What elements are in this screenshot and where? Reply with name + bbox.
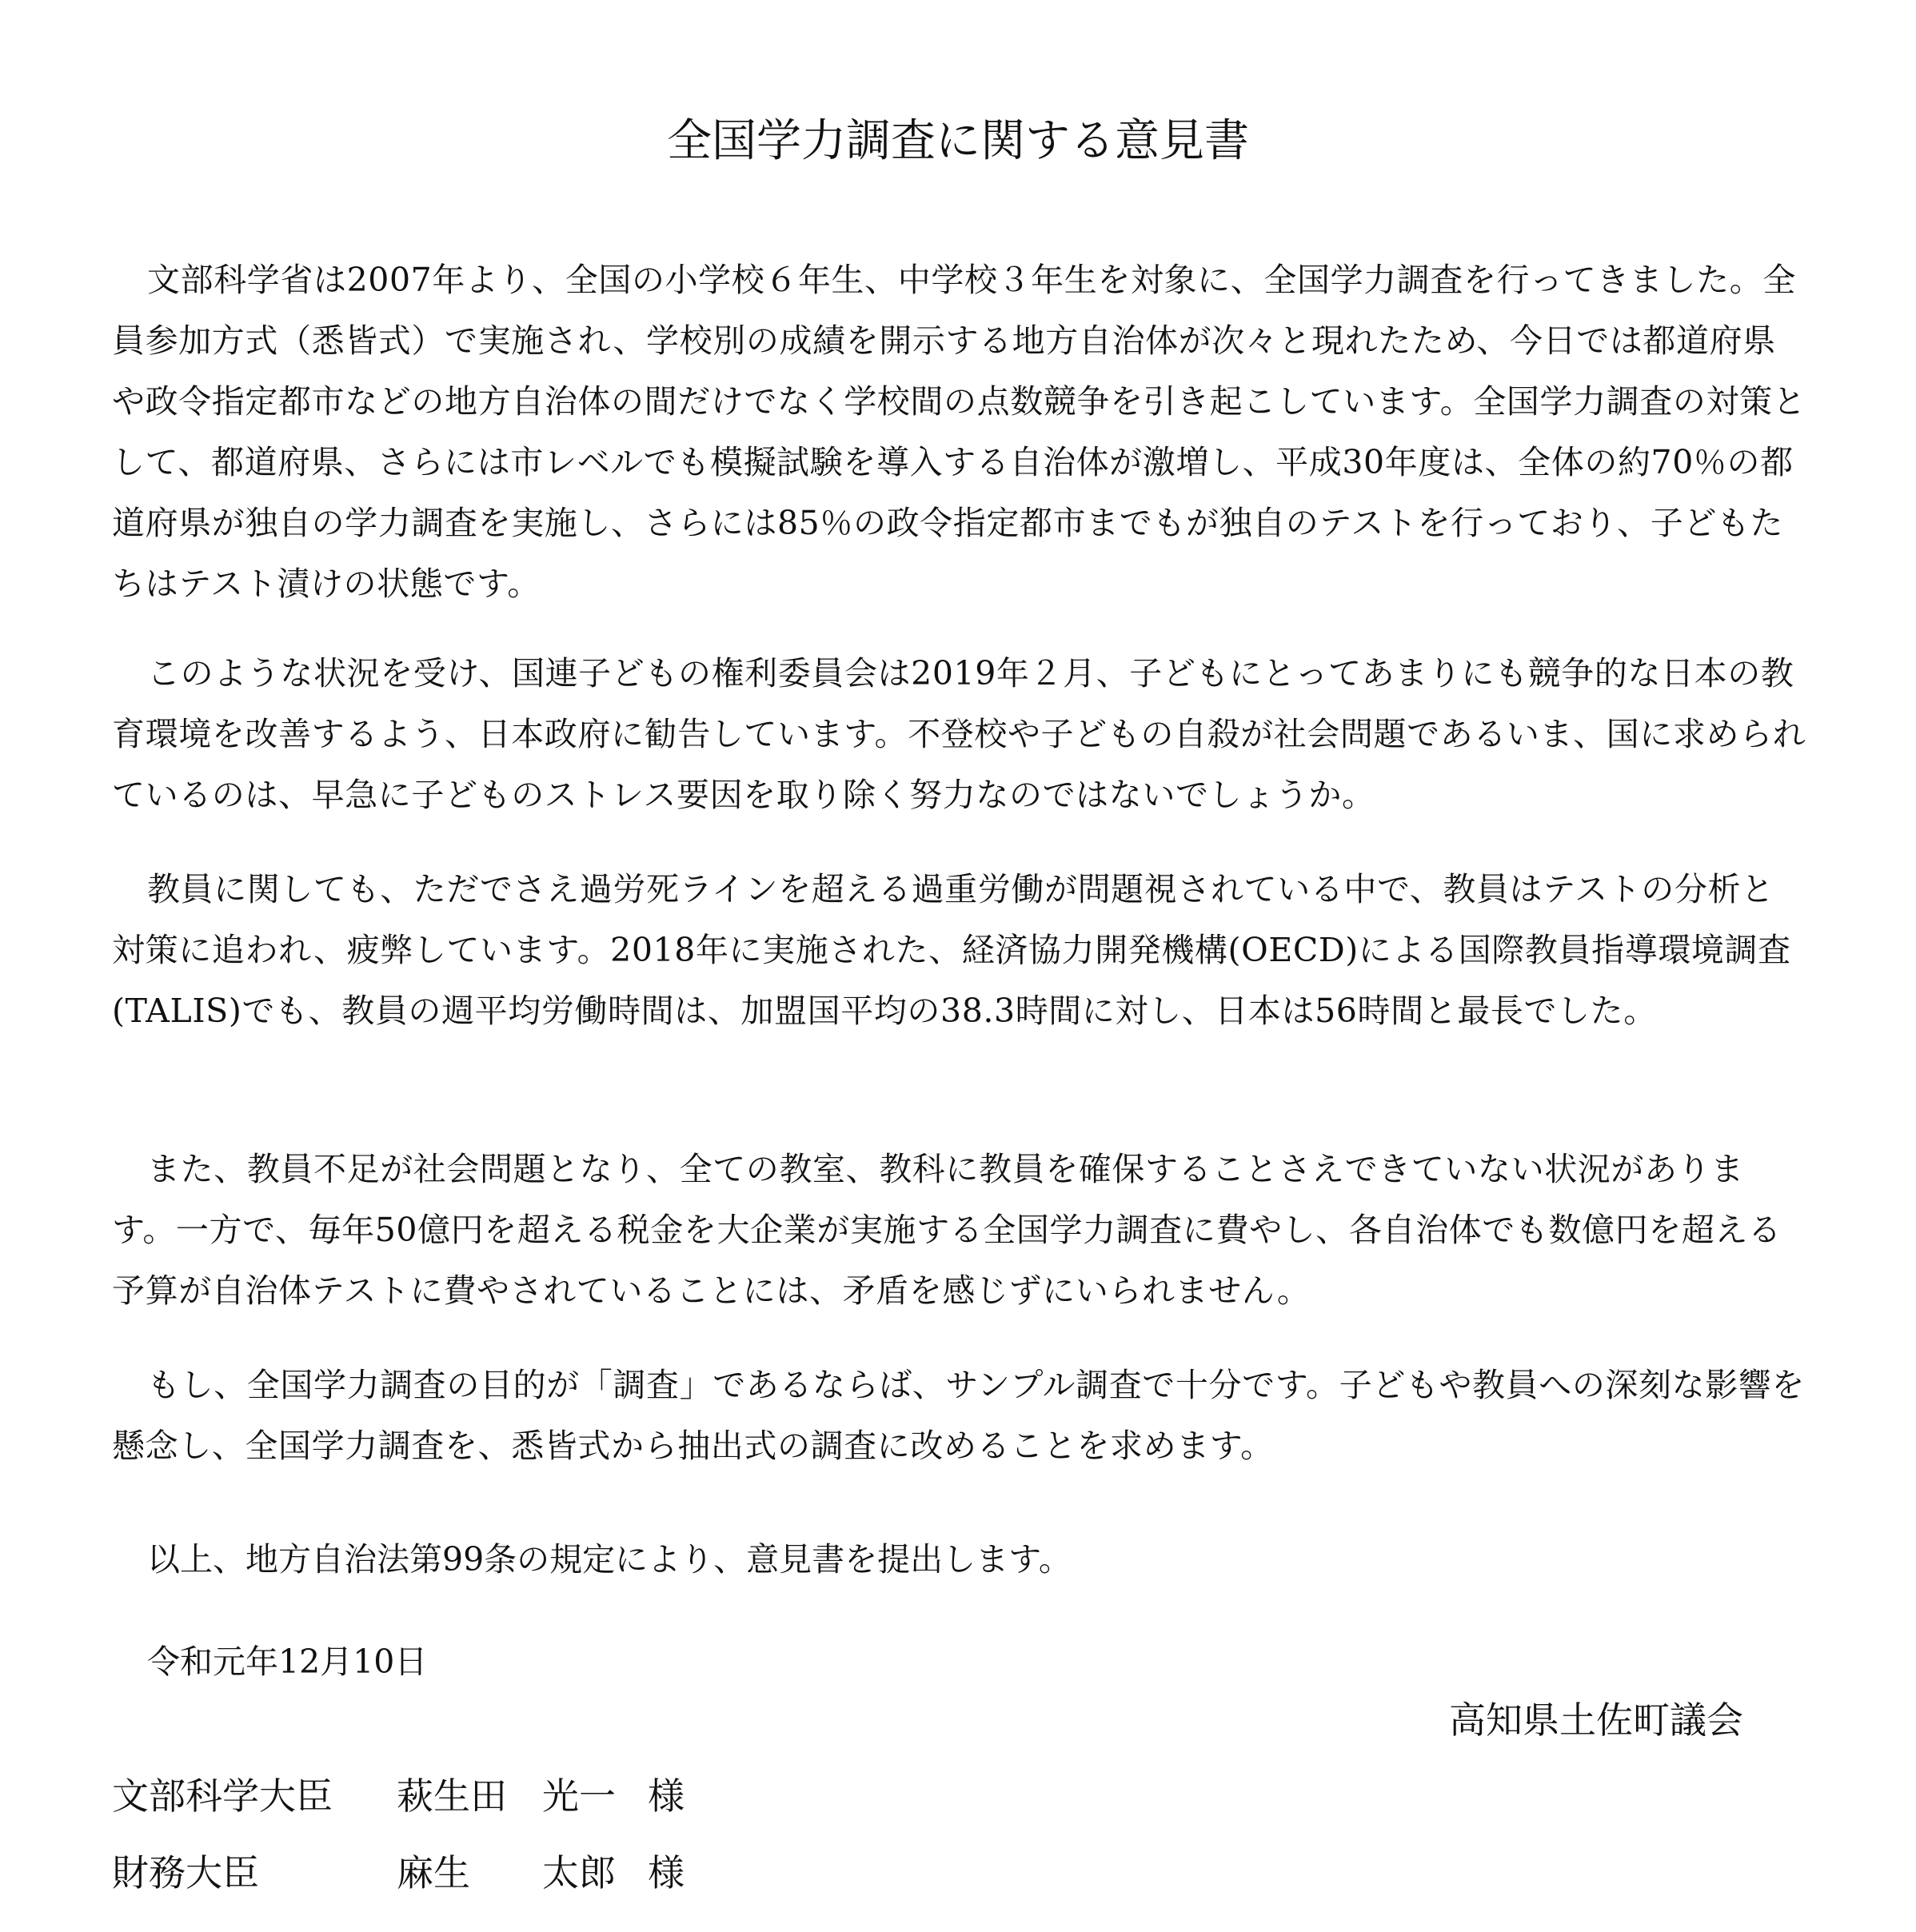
document-date: 令和元年12月10日	[147, 1643, 428, 1681]
recipient-given-name: 太郎	[542, 1851, 616, 1894]
paragraph-un-recommendation: このような状況を受け、国連子どもの権利委員会は2019年２月、子どもにとってあまりにも競争的な日本の教育環境を改善するよう、日本政府に勧告しています。不登校や子どもの自殺が社会問題であるいま、国に求められているのは、早急に子どものストレス要因を取り除く努力なのではないでしょうか。	[112, 654, 1806, 814]
paragraph-teacher-workload: 教員に関しても、ただでさえ過労死ラインを超える過重労働が問題視されている中で、教員はテストの分析と対策に追われ、疲弊しています。2018年に実施された、経済協力開発機構(OECD)による国際教員指導環境調査(TALIS)でも、教員の週平均労働時間は、加盟国平均の38.3時間に対し、日本は56時間と最長でした。	[112, 870, 1791, 1030]
recipient-title: 財務大臣	[112, 1851, 259, 1894]
council-name: 高知県土佐町議会	[1449, 1698, 1743, 1742]
closing-statement: 以上、地方自治法第99条の規定により、意見書を提出します。	[147, 1540, 1072, 1579]
recipient-family-name: 麻生	[397, 1851, 470, 1894]
recipient-given-name: 光一	[542, 1774, 616, 1818]
paragraph-request: もし、全国学力調査の目的が「調査」であるならば、サンプル調査で十分です。子どもや教員への深刻な影響を懸念し、全国学力調査を、悉皆式から抽出式の調査に改めることを求めます。	[112, 1366, 1806, 1465]
document-title: 全国学力調査に関する意見書	[667, 115, 1249, 167]
recipient-family-name: 萩生田	[397, 1774, 507, 1818]
recipient-title: 文部科学大臣	[112, 1774, 333, 1818]
paragraph-testing-background: 文部科学省は2007年より、全国の小学校６年生、中学校３年生を対象に、全国学力調査を行ってきました。全員参加方式（悉皆式）で実施され、学校別の成績を開示する地方自治体が次々と現れたため、今日では都道府県や政令指定都市などの地方自治体の間だけでなく学校間の点数競争を引き起こしています。全国学力調査の対策として、都道府県、さらには市レベルでも模擬試験を導入する自治体が激増し、平成30年度は、全体の約70％の都道府県が独自の学力調査を実施し、さらには85％の政令指定都市までもが独自のテストを行っており、子どもたちはテスト漬けの状態です。	[112, 261, 1806, 603]
recipient-honorific: 様	[648, 1851, 685, 1894]
recipient-honorific: 様	[648, 1774, 685, 1818]
paragraph-budget-contradiction: また、教員不足が社会問題となり、全ての教室、教科に教員を確保することさえできていない状況があります。一方で、毎年50億円を超える税金を大企業が実施する全国学力調査に費やし、各自治体でも数億円を超える予算が自治体テストに費やされていることには、矛盾を感じずにいられません。	[112, 1150, 1782, 1310]
